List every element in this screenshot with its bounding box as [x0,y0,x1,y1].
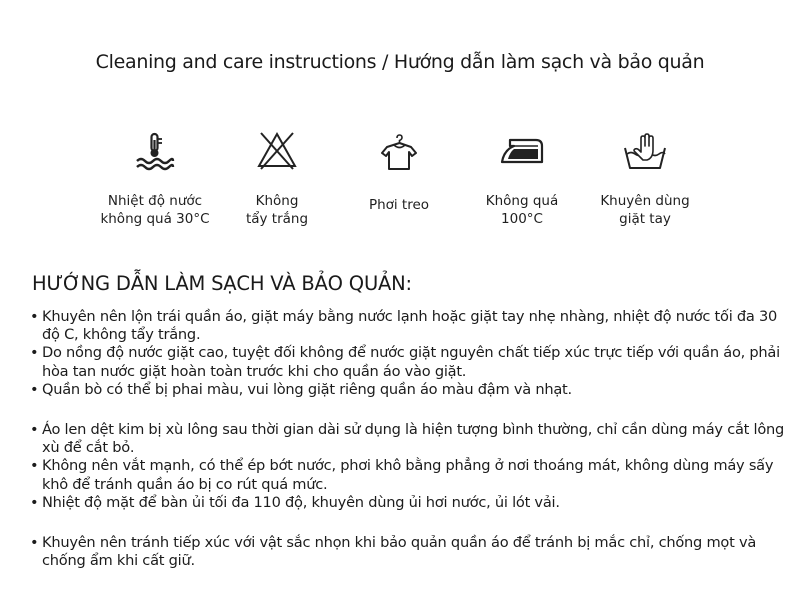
care-item-hand-wash [580,128,710,228]
care-icons-row [0,128,800,238]
care-label-iron: Không quá 100°C [485,193,559,227]
instruction-item: • Quần bò có thể bị phai màu, vui lòng giặt riêng quần áo màu đậm và nhạt. [30,381,785,399]
care-label-water-temperature: Nhiệt độ nước không quá 30°C [100,193,210,227]
water-temperature-icon [133,131,177,171]
care-label-hand-wash: Khuyên dùng giặt tay [600,193,690,227]
page-title: Cleaning and care instructions / Hướng dẫn làm sạch và bảo quản [95,51,705,73]
care-item-water-temperature [90,128,220,228]
instruction-item: • Khuyên nên lộn trái quần áo, giặt máy bằng nước lạnh hoặc giặt tay nhẹ nhàng, nhiệt độ nước tối đa 30 độ C, không tẩy trắng. [30,308,785,344]
instructions-list [30,308,785,592]
instruction-item: • Nhiệt độ mặt để bàn ủi tối đa 110 độ, khuyên dùng ủi hơi nước, ủi lót vải. [30,494,785,512]
instruction-item: • Không nên vắt mạnh, có thể ép bớt nước, phơi khô bằng phẳng ở nơi thoáng mát, không dùng máy sấy khô để tránh quần áo bị co rút quá mức. [30,457,785,493]
hand-wash-icon [621,130,669,172]
instruction-group [30,421,785,512]
hang-dry-icon [377,129,421,173]
care-label-hang-dry: Phơi treo [368,197,430,213]
instruction-item: • Do nồng độ nước giặt cao, tuyệt đối không để nước giặt nguyên chất tiếp xúc trực tiếp với quần áo, phải hòa tan nước giặt hoàn toàn trước khi cho quần áo vào giặt. [30,344,785,380]
care-label-no-bleach: Không tẩy trắng [245,193,309,227]
instruction-item: • Khuyên nên tránh tiếp xúc với vật sắc nhọn khi bảo quản quần áo để tránh bị mắc chỉ, chống mọt và chống ẩm khi cất giữ. [30,534,785,570]
instruction-item: • Áo len dệt kim bị xù lông sau thời gian dài sử dụng là hiện tượng bình thường, chỉ cần dùng máy cắt lông xù để cắt bỏ. [30,421,785,457]
instruction-group [30,308,785,399]
no-bleach-icon [255,130,299,172]
care-item-iron [457,128,587,228]
instructions-heading: HƯỚNG DẪN LÀM SẠCH VÀ BẢO QUẢN: [32,272,412,295]
instruction-group [30,534,785,570]
iron-icon [498,134,546,168]
care-item-no-bleach [212,128,342,228]
care-item-hang-dry [334,128,464,214]
